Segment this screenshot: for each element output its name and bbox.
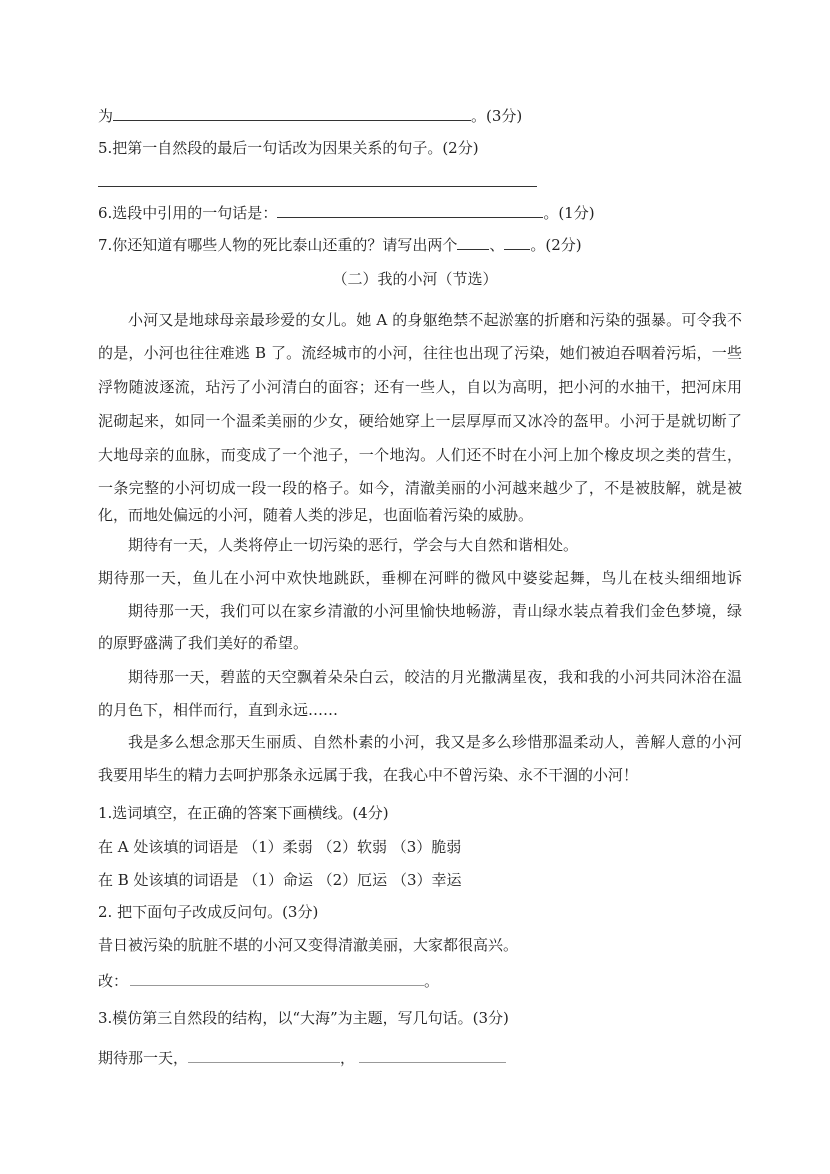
- question-1: 1.选词填空，在正确的答案下画横线。(4分): [98, 804, 389, 822]
- q7-blank-1[interactable]: [457, 234, 489, 250]
- q7-blank-2[interactable]: [504, 234, 530, 250]
- question-2-sentence: 昔日被污染的肮脏不堪的小河又变得清澈美丽，大家都很高兴。: [98, 936, 519, 954]
- q3-answer-prefix: 期待那一天，: [98, 1049, 189, 1067]
- question-2-answer: [98, 970, 439, 990]
- q6-suffix: 。(1分): [543, 204, 595, 222]
- q4-answer-blank[interactable]: [113, 105, 471, 121]
- q4-suffix: 。(3分): [471, 107, 523, 125]
- q3-answer-blank-1[interactable]: [188, 1047, 340, 1063]
- q6-answer-blank[interactable]: [277, 202, 543, 218]
- q2-answer-prefix: 改：: [98, 972, 129, 990]
- question-6: [98, 202, 595, 222]
- passage-line: 泥砌起来，如同一个温柔美丽的少女，硬给她穿上一层厚厚而又冰冷的盔甲。小河于是就切断了: [98, 412, 742, 430]
- passage-line: 我是多么想念那天生丽质、自然朴素的小河，我又是多么珍惜那温柔动人，善解人意的小河: [128, 733, 742, 751]
- passage-line: 化，而地处偏远的小河，随着人类的涉足，也面临着污染的威胁。: [98, 506, 534, 524]
- q7-prefix: 7.你还知道有哪些人物的死比泰山还重的？请写出两个: [98, 236, 458, 254]
- question-1-option-b[interactable]: 在 B 处该填的词语是 （1）命运 （2）厄运 （3）幸运: [98, 871, 462, 889]
- q2-answer-suffix: 。: [424, 972, 440, 990]
- q3-answer-sep: ，: [340, 1049, 356, 1067]
- question-7: [98, 234, 582, 254]
- q7-sep: 、: [489, 236, 505, 254]
- q3-answer-blank-2[interactable]: [359, 1047, 506, 1063]
- passage-line: 我要用毕生的精力去呵护那条永远属于我，在我心中不曾污染、永不干涸的小河！: [98, 766, 639, 784]
- passage-line: 的月色下，相伴而行，直到永远……: [98, 701, 339, 719]
- question-3: 3.模仿第三自然段的结构，以“大海”为主题，写几句话。(3分): [98, 1009, 509, 1027]
- q4-prefix: 为: [98, 107, 114, 125]
- passage-line: 的原野盛满了我们美好的希望。: [98, 634, 309, 652]
- q5-answer-blank[interactable]: [98, 186, 537, 187]
- section-title: （二）我的小河（节选）: [332, 270, 498, 288]
- passage-line: 期待那一天，鱼儿在小河中欢快地跳跃，垂柳在河畔的微风中婆娑起舞，鸟儿在枝头细细地诉: [98, 569, 742, 587]
- passage-line: 浮物随波逐流，玷污了小河清白的面容；还有一些人，自以为高明，把小河的水抽干，把河床用: [98, 378, 742, 396]
- q2-answer-blank[interactable]: [130, 970, 424, 986]
- question-1-option-a[interactable]: 在 A 处该填的词语是 （1）柔弱 （2）软弱 （3）脆弱: [98, 838, 462, 856]
- q6-prefix: 6.选段中引用的一句话是：: [98, 204, 278, 222]
- passage-line: 小河又是地球母亲最珍爱的女儿。她 A 的身躯绝禁不起淤塞的折磨和污染的强暴。可令我不: [128, 311, 742, 329]
- passage-line: 期待那一天，碧蓝的天空飘着朵朵白云，皎洁的月光撒满星夜，我和我的小河共同沐浴在温: [128, 668, 742, 686]
- question-5: 5.把第一自然段的最后一句话改为因果关系的句子。(2分): [98, 139, 479, 157]
- question-3-answer: [98, 1047, 506, 1067]
- question-2: 2. 把下面句子改成反问句。(3分): [98, 903, 319, 921]
- passage-line: 期待有一天，人类将停止一切污染的恶行，学会与大自然和谐相处。: [128, 536, 579, 554]
- passage-line: 期待那一天，我们可以在家乡清澈的小河里愉快地畅游，青山绿水装点着我们金色梦境，绿: [128, 602, 742, 620]
- q7-suffix: 。(2分): [530, 236, 582, 254]
- q4-answer-line: [98, 105, 522, 125]
- passage-line: 一条完整的小河切成一段一段的格子。如今，清澈美丽的小河越来越少了，不是被肢解，就是被: [98, 479, 742, 497]
- passage-line: 大地母亲的血脉，而变成了一个池子，一个地沟。人们还不时在小河上加个橡皮坝之类的营生，: [98, 446, 742, 464]
- passage-line: 的是，小河也往往难逃 B 了。流经城市的小河，往往也出现了污染，她们被迫吞咽着污垢，一些: [98, 344, 742, 362]
